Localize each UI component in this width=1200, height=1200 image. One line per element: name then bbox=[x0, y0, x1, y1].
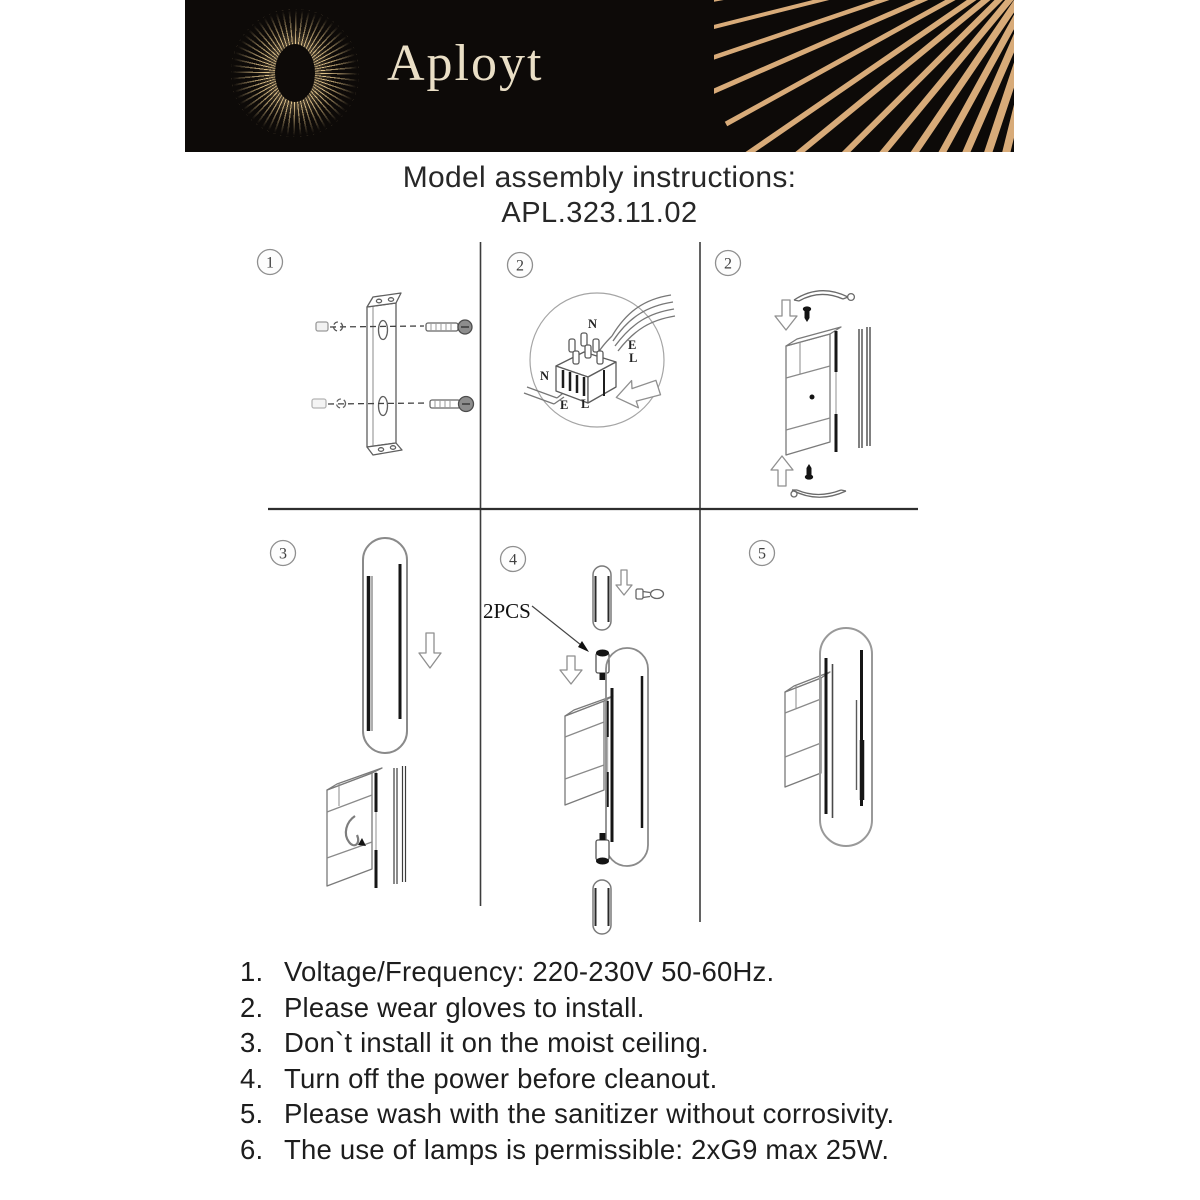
black-screw-top bbox=[803, 306, 811, 322]
instruction-item bbox=[240, 1096, 1020, 1132]
svg-text:E: E bbox=[560, 398, 569, 412]
step-marker-2 bbox=[508, 253, 533, 278]
svg-text:1: 1 bbox=[266, 254, 274, 272]
screw-top bbox=[426, 320, 472, 334]
svg-text:4: 4 bbox=[509, 551, 517, 569]
instruction-text: Please wash with the sanitizer without corrosivity. bbox=[284, 1098, 895, 1129]
pcs-annotation: 2PCS bbox=[483, 599, 531, 623]
page-title: Model assembly instructions: bbox=[402, 161, 797, 194]
instruction-item bbox=[240, 954, 1020, 990]
instruction-number: 5. bbox=[240, 1098, 264, 1129]
instruction-number: 1. bbox=[240, 956, 264, 987]
instruction-item bbox=[240, 1025, 1020, 1061]
instruction-number: 3. bbox=[240, 1027, 264, 1058]
g9-bulb bbox=[636, 589, 664, 599]
screw-bottom bbox=[430, 397, 474, 412]
terminal-block bbox=[556, 333, 616, 403]
step-marker-4 bbox=[271, 541, 296, 566]
step-markers bbox=[258, 250, 775, 572]
leader-arrowhead bbox=[578, 641, 589, 652]
step-marker-1 bbox=[258, 250, 283, 275]
instruction-text: The use of lamps is permissible: 2xG9 max 25W. bbox=[284, 1133, 890, 1165]
panel-4-ring-diagram bbox=[327, 538, 441, 888]
svg-text:L: L bbox=[629, 351, 638, 365]
svg-text:5: 5 bbox=[758, 545, 766, 563]
svg-text:3: 3 bbox=[279, 545, 287, 563]
svg-text:2: 2 bbox=[516, 257, 524, 275]
instruction-text: Please wear gloves to install. bbox=[284, 991, 645, 1023]
panel-1-bracket-diagram bbox=[312, 293, 474, 455]
black-screw-bottom bbox=[805, 464, 813, 480]
brand-banner bbox=[185, 0, 1014, 152]
arrow-down-icon bbox=[616, 570, 632, 595]
instruction-text: Voltage/Frequency: 220-230V 50-60Hz. bbox=[284, 956, 775, 987]
panel-5-tube-assembly-diagram bbox=[483, 566, 664, 934]
svg-text:E: E bbox=[628, 338, 637, 352]
instruction-item bbox=[240, 1132, 1020, 1168]
brand-logo-text: Aployt bbox=[387, 35, 544, 92]
wall-anchor-top bbox=[316, 322, 343, 331]
instruction-number: 6. bbox=[240, 1133, 264, 1165]
svg-text:2: 2 bbox=[724, 255, 732, 273]
panel-6-assembled-diagram bbox=[785, 628, 872, 846]
svg-text:N: N bbox=[588, 317, 598, 331]
step-marker-6 bbox=[750, 541, 775, 566]
arrow-left-icon bbox=[614, 376, 662, 411]
instruction-number: 4. bbox=[240, 1062, 264, 1094]
arrow-up-icon bbox=[771, 456, 793, 486]
svg-text:L: L bbox=[581, 397, 590, 411]
instruction-text: Don`t install it on the moist ceiling. bbox=[284, 1027, 709, 1058]
panel-3-housing-diagram bbox=[771, 291, 870, 498]
step-marker-5 bbox=[501, 547, 526, 572]
step-marker-3 bbox=[716, 251, 741, 276]
lamp-socket-bottom bbox=[596, 833, 609, 865]
instruction-list bbox=[240, 954, 1020, 1167]
instruction-item bbox=[240, 990, 1020, 1026]
instruction-text: Turn off the power before cleanout. bbox=[284, 1062, 718, 1094]
panel-2-wiring-diagram bbox=[524, 293, 675, 427]
sunburst-center bbox=[275, 44, 315, 102]
title-block bbox=[185, 159, 1014, 230]
svg-text:N: N bbox=[540, 369, 550, 383]
arrow-down-icon bbox=[560, 656, 582, 684]
arrow-down-icon bbox=[775, 300, 797, 330]
assembly-diagrams bbox=[180, 235, 1020, 945]
model-number: APL.323.11.02 bbox=[501, 197, 698, 229]
instruction-item bbox=[240, 1061, 1020, 1097]
arrow-down-icon bbox=[419, 633, 441, 668]
rays-icon bbox=[714, 0, 1014, 152]
instruction-number: 2. bbox=[240, 991, 264, 1023]
